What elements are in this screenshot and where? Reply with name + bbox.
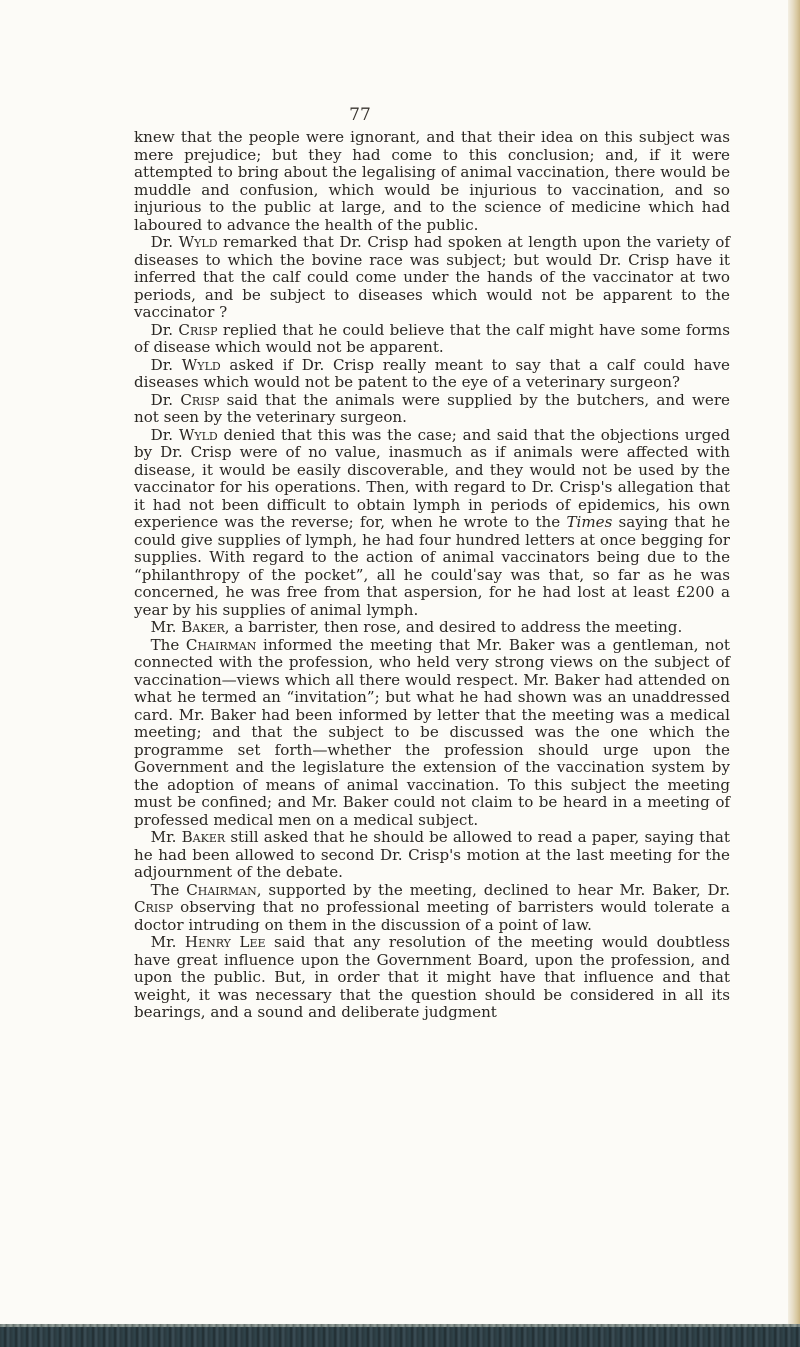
text-run: Mr. <box>150 618 182 636</box>
speaker-name: Wyld <box>178 233 218 251</box>
paragraph <box>134 234 730 322</box>
paragraph <box>134 934 730 1022</box>
paragraph <box>134 129 730 234</box>
italic-text: Times <box>566 513 613 531</box>
speaker-name: Henry Lee <box>184 933 266 951</box>
text-run: saying that he could give supplies of lymph, he had four hundred letters at once begging for supplies. With regard to the action of animal vaccinators being due to the “philanthropy of the pocket”, all he couldˈsay was that, so far as he was concerned, he was free from that aspersion, for he had lost at least £200 a year by his supplies of animal lymph. <box>134 513 730 619</box>
paragraph <box>134 392 730 427</box>
speaker-name: Wyld <box>181 355 221 374</box>
text-run: said that any resolution of the meeting would doubtless have great influence upon the Government Board, upon the profession, and upon the public. But, in order that it might have that influence and that weight, it was necessary that the question should be considered in all its bearings, and a sound and deliberate judgment <box>134 933 731 1021</box>
text-run: Dr. <box>150 320 179 339</box>
text-run: , a barrister, then rose, and desired to address the meeting. <box>224 618 683 636</box>
paragraph <box>134 829 730 882</box>
text-run: Dr. <box>150 233 179 251</box>
text-run: Mr. <box>150 828 182 846</box>
paragraph <box>134 637 730 830</box>
text-run: Dr. <box>150 390 181 409</box>
text-run: Dr. <box>150 425 179 444</box>
paragraph <box>134 357 730 392</box>
speaker-name: Baker <box>181 828 226 846</box>
text-run: knew that the people were ignorant, and that their idea on this subject was mere prejudice; but they had come to this conclusion; and, if it were attempted to bring about the legalising of animal vaccination, there would be muddle and confusion, which would be injurious to vaccination, and so injurious to the public at large, and to the science of medicine which had laboured to advance the health of the public. <box>134 128 730 234</box>
text-run: Dr. <box>150 355 182 374</box>
paragraph <box>134 882 730 935</box>
text-run: The <box>150 880 187 899</box>
scan-border-bottom <box>0 1327 800 1347</box>
body-text <box>134 129 730 1022</box>
page-number: 77 <box>349 105 371 125</box>
text-run: observing that no professional meeting of barristers would tolerate a doctor intruding on them in the discussion of a point of law. <box>134 898 730 934</box>
speaker-name: Crisp <box>180 390 220 409</box>
page-edge-shadow <box>788 0 800 1347</box>
speaker-name: Baker <box>181 618 225 636</box>
paragraph <box>134 619 730 637</box>
text-run: remarked that Dr. Crisp had spoken at length upon the variety of diseases to which the bovine race was subject; but would Dr. Crisp have it inferred that the calf could come under the hands of the vaccinator at two periods, and be subject to diseases which would not be apparent to the vaccinator ? <box>134 233 730 321</box>
text-run: Mr. <box>150 933 185 951</box>
text-run: still asked that he should be allowed to read a paper, saying that he had been allowed to second Dr. Crisp's motion at the last meeting for the adjournment of the debate. <box>134 828 730 881</box>
text-run: informed the meeting that Mr. Baker was a gentleman, not connected with the profession, who held very strong views on the subject of vaccination—views which all there would respect. Mr. Baker had attended on what he termed an “invitation”; but what he had shown was an unaddressed card. Mr. Baker had been informed by letter that the meeting was a medical meeting; and that the subject to be discussed was the one which the programme set forth—whether the profession should urge upon the Government and the legislature the extension of the vaccination system by the adoption of means of animal vaccination. To this subject the meeting must be confined; and Mr. Baker could not claim to be heard in a meeting of professed medical men on a medical subject. <box>134 635 730 829</box>
text-run: , supported by the meeting, declined to hear Mr. Baker, Dr. <box>256 880 730 899</box>
speaker-name: Crisp <box>134 898 174 916</box>
speaker-name: Crisp <box>178 320 218 339</box>
text-run: The <box>150 635 186 654</box>
text-run: said that the animals were supplied by the butchers, and were not seen by the veterinary surgeon. <box>134 390 730 426</box>
text-run: asked if Dr. Crisp really meant to say that a calf could have diseases which would not be patent to the eye of a veterinary surgeon? <box>134 355 730 391</box>
paragraph <box>134 322 730 357</box>
speaker-name: Chairman <box>186 880 257 899</box>
speaker-name: Wyld <box>178 425 218 444</box>
paragraph <box>134 427 730 620</box>
speaker-name: Chairman <box>185 635 257 654</box>
text-run: replied that he could believe that the calf might have some forms of disease which would not be apparent. <box>134 320 730 356</box>
text-run: denied that this was the case; and said that the objections urged by Dr. Crisp were of no value, inasmuch as if animals were affected with disease, it would be easily discoverable, and they would not be used by the vaccinator for his operations. Then, with regard to Dr. Crisp's allegation that it had not been difficult to obtain lymph in periods of epidemics, his own experience was the reverse; for, when he wrote to the <box>134 425 730 531</box>
